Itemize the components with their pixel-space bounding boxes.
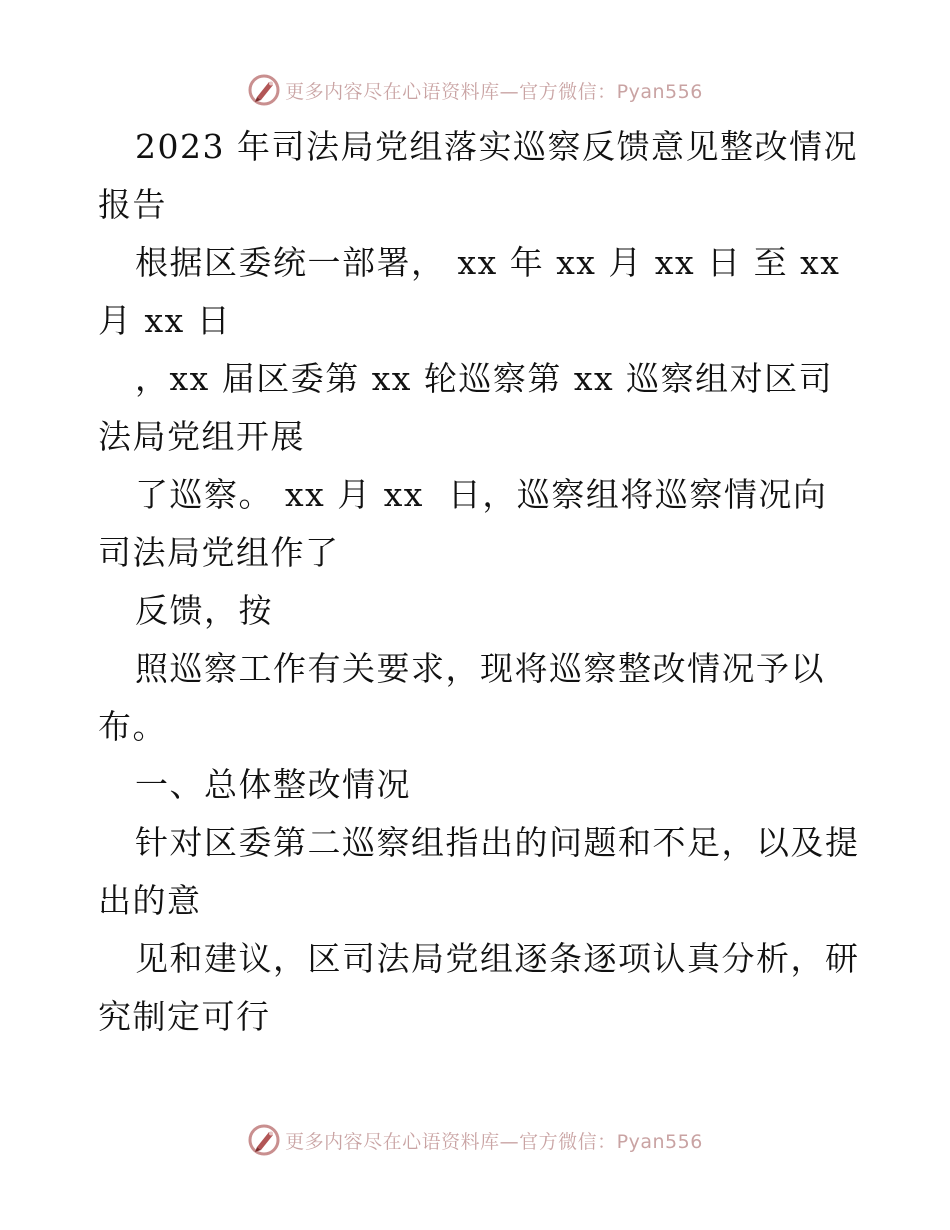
footer-watermark-text: 更多内容尽在心语资料库—官方微信：Pyan556 (285, 1130, 703, 1153)
paragraph-line: 见和建议，区司法局党组逐条逐项认真分析，研 (135, 939, 860, 978)
paragraph-line: ，xx 届区委第 xx 轮巡察第 xx 巡察组对区司 (135, 359, 834, 398)
paragraph-line: 出的意 (98, 881, 202, 920)
paragraph-line: 月 xx 日 (98, 301, 232, 340)
paragraph-line: 法局党组开展 (98, 417, 305, 456)
paragraph-line: 根据区委统一部署， xx 年 xx 月 xx 日 至 xx (135, 243, 841, 282)
doc-title-line-1: 2023 年司法局党组落实巡察反馈意见整改情况 (135, 127, 858, 166)
paragraph-line: 反馈，按 (135, 591, 273, 630)
paragraph-line: 究制定可行 (98, 997, 271, 1036)
paragraph-line: 司法局党组作了 (98, 533, 340, 572)
paragraph-line: 针对区委第二巡察组指出的问题和不足，以及提 (135, 823, 860, 862)
section-heading: 一、总体整改情况 (135, 765, 411, 804)
header-watermark-text: 更多内容尽在心语资料库—官方微信：Pyan556 (285, 80, 703, 103)
paragraph-line: 照巡察工作有关要求，现将巡察整改情况予以 (135, 649, 825, 688)
paragraph-line: 了巡察。 xx 月 xx 日，巡察组将巡察情况向 (135, 475, 828, 514)
footer-watermark (0, 1120, 950, 1160)
header-watermark (0, 70, 950, 110)
pen-circle-logo-icon (247, 1123, 281, 1157)
pen-circle-logo-icon (247, 73, 281, 107)
paragraph-line: 布。 (98, 707, 167, 746)
doc-title-line-2: 报告 (98, 185, 167, 224)
